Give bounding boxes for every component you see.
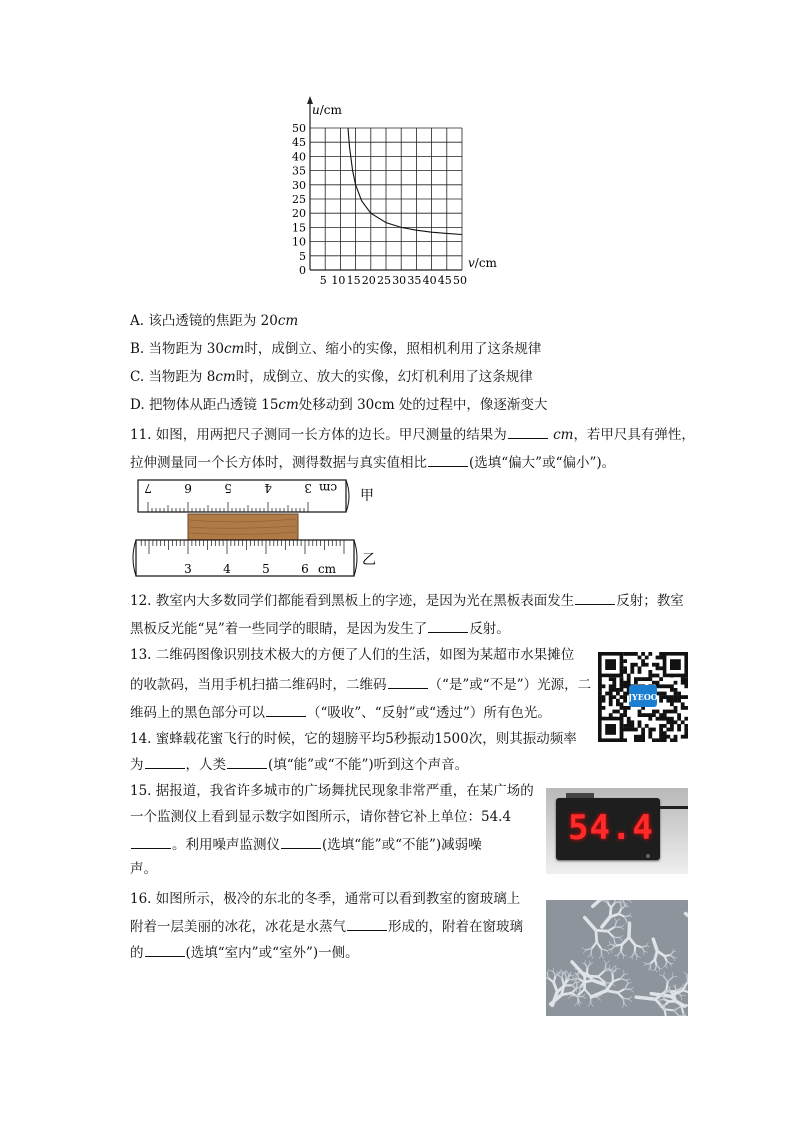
ruler-top-number: 7 (144, 481, 152, 495)
y-tick-label: 15 (292, 221, 306, 235)
ruler-bottom-label: 乙 (362, 552, 376, 568)
x-tick-label: 5 (319, 274, 327, 287)
y-tick-label: 35 (292, 164, 306, 178)
ruler-top-number: 4 (264, 481, 272, 495)
ruler-top-number: cm (318, 481, 338, 495)
option-d: D. 把物体从距凸透镜 15cm处移动到 30cm 处的过程中，像逐渐变大 (130, 397, 548, 413)
q15-line3: 。利用噪声监测仪 (选填“能”或“不能”)减弱噪 (130, 834, 482, 854)
x-tick-label: 35 (407, 274, 422, 287)
y-tick-label: 5 (299, 249, 306, 263)
x-tick-label: 10 (331, 274, 346, 287)
monitor-display: 54.4 (568, 808, 654, 848)
y-tick-label: 20 (292, 207, 306, 221)
ruler-figure (128, 478, 388, 582)
q14-line1: 14. 蜜蜂载花蜜飞行的时候，它的翅膀平均5秒振动1500次，则其振动频率 (130, 731, 577, 747)
x-tick-label: 25 (377, 274, 391, 287)
q11-line2: 拉伸测量同一个长方体时，测得数据与真实值相比 (选填“偏大”或“偏小”)。 (130, 452, 615, 472)
noise-monitor-photo (546, 788, 688, 874)
x-tick-label: 50 (453, 274, 467, 287)
q13-line3: 维码上的黑色部分可以 （“吸收”、“反射”或“透过”）所有色光。 (130, 702, 551, 722)
x-axis-label: v/cm (468, 255, 497, 270)
q13-line2: 的收款码，当用手机扫描二维码时，二维码 （“是”或“不是”）光源，二 (130, 674, 591, 694)
q15-line1: 15. 据报道，我省许多城市的广场舞扰民现象非常严重，在某广场的 (130, 783, 534, 799)
q11-line1: 11. 如图，用两把尺子测同一长方体的边长。甲尺测量的结果为 cm，若甲尺具有弹性， (130, 424, 695, 444)
x-tick-label: 20 (361, 274, 376, 287)
qr-code-image (598, 652, 688, 742)
ruler-bottom-number: 5 (262, 562, 270, 576)
q16-line2: 附着一层美丽的冰花，冰花是水蒸气 形成的，附着在窗玻璃 (130, 916, 523, 936)
ruler-bottom-number: 6 (301, 562, 309, 576)
x-tick-label: 40 (422, 274, 437, 287)
ruler-top-number: 6 (184, 481, 192, 495)
y-tick-label: 30 (292, 178, 306, 192)
y-axis-label: u/cm (312, 103, 342, 117)
q12-line2: 黑板反光能“晃”着一些同学的眼睛，是因为发生了 反射。 (130, 618, 510, 638)
x-tick-label: 30 (392, 274, 407, 287)
ice-flower-photo (546, 900, 688, 1016)
q12-line1: 12. 教室内大多数同学们都能看到黑板上的字迹，是因为光在黑板表面发生 反射；教室 (130, 590, 684, 610)
y-tick-label: 0 (299, 264, 306, 277)
option-c: C. 当物距为 8cm时，成倒立、放大的实像，幻灯机利用了这条规律 (130, 369, 533, 385)
x-tick-label: 15 (346, 274, 361, 287)
y-tick-label: 50 (292, 122, 306, 135)
ruler-bottom-number: cm (317, 562, 337, 576)
q15-line2: 一个监测仪上看到显示数字如图所示，请你替它补上单位：54.4 (130, 809, 512, 825)
u-v-graph (280, 92, 510, 292)
q16-line1: 16. 如图所示，极冷的东北的冬季，通常可以看到教室的窗玻璃上 (130, 891, 521, 907)
q14-line2: 为 ，人类 (填“能”或“不能”)听到这个声音。 (130, 754, 468, 774)
q16-line3: 的 (选填“室内”或“室外”)一侧。 (130, 942, 359, 962)
y-tick-label: 40 (292, 150, 306, 164)
y-tick-label: 45 (292, 136, 306, 150)
ruler-top-number: 5 (224, 481, 232, 495)
q15-line4: 声。 (130, 861, 157, 877)
series-curve (348, 128, 462, 235)
option-a: A. 该凸透镜的焦距为 20cm (130, 313, 299, 329)
ruler-top-number: 3 (304, 481, 312, 495)
y-tick-label: 10 (292, 235, 306, 249)
ruler-bottom-number: 3 (184, 562, 192, 576)
qr-logo-text: JYEOO (628, 692, 658, 702)
ruler-bottom-number: 4 (223, 562, 231, 576)
y-tick-label: 25 (292, 193, 306, 206)
option-b: B. 当物距为 30cm时，成倒立、缩小的实像，照相机利用了这条规律 (130, 341, 542, 357)
q13-line1: 13. 二维码图像识别技术极大的方便了人们的生活，如图为某超市水果摊位 (130, 647, 575, 663)
ruler-top-label: 甲 (360, 488, 374, 504)
x-tick-label: 45 (437, 274, 452, 287)
